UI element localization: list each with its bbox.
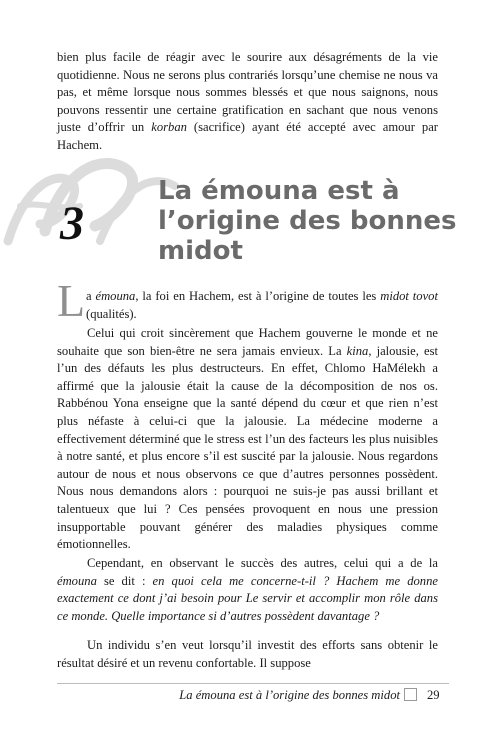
chapter-title: La émouna est à l’origine des bonnes midot	[158, 176, 457, 266]
text: , jalousie, est l’un des défauts les plus destructeurs. En effet, Chlomo HaMélekh a affirmé que la jalousie était la cause de la décomposition de nos os. Rabbénou Yona enseigne que la santé dépend du cœur et que rien n’est plus néfaste à celui-ci que la jalousie. La médecine moderne a effectivement déterminé que le stress est l’un des facteurs les plus nuisibles à notre santé, et plus encore s’il est suscité par la jalousie. Nous regardons autour de nous et nous observons ce que d’autres personnes possèdent. Nous nous demandons alors : pourquoi ne suis-je pas aussi brillant et talentueux que lui ? Ces pensées provoquent en nous une pression insupportable pouvant générer des maladies physiques comme émotionnelles.	[57, 343, 438, 552]
text: Celui qui croit sincèrement que Hachem gouverne le monde et ne souhaite que son bien-être ne sera jamais envieux. La	[57, 326, 438, 358]
text: (qualités).	[86, 306, 137, 321]
running-title: La émouna est à l’origine des bonnes midot	[179, 688, 400, 702]
paragraph-intro	[57, 49, 438, 155]
paragraph-opening	[86, 288, 438, 323]
paragraph-jealousy	[57, 325, 438, 554]
italic-term: korban	[151, 120, 187, 135]
text: (sacrifice) ayant été accepté avec amour par Hachem.	[57, 120, 438, 152]
italic-term: midot tovot	[380, 289, 438, 303]
paragraph-success	[57, 555, 438, 625]
text: a	[86, 289, 96, 303]
text: bien plus facile de réagir avec le sourire aux désagréments de la vie quotidienne. Nous ne serons plus contrariés lorsqu’une chemise ne nous va pas, et même lorsque nous sommes blessés et que nous saignons, nous pouvons ressentir une certaine gratification en sachant que nous venons juste d’offrir un	[57, 50, 438, 135]
drop-cap: L	[57, 275, 86, 326]
italic-term: kina	[346, 343, 369, 358]
square-icon	[404, 688, 417, 701]
italic-quote: en quoi cela me concerne-t-il ? Hachem me donne exactement ce dont j’ai besoin pour Le servir et accomplir mon rôle dans ce monde. Quelle importance si d’autres possèdent davantage ?	[57, 573, 438, 623]
italic-term: émouna	[95, 289, 136, 303]
text: Un individu s’en veut lorsqu’il investit des efforts sans obtenir le résultat désiré et un revenu confortable. Il suppose	[57, 638, 438, 670]
chapter-number: 3	[60, 197, 84, 250]
footer-divider	[57, 683, 449, 684]
paragraph-effort	[57, 637, 438, 672]
italic-term: émouna	[57, 573, 97, 588]
text: , la foi en Hachem, est à l’origine de toutes les	[135, 289, 381, 303]
text: se dit :	[96, 573, 153, 588]
text: Cependant, en observant le succès des autres, celui qui a de la	[87, 556, 438, 570]
page-number: 29	[427, 688, 440, 702]
